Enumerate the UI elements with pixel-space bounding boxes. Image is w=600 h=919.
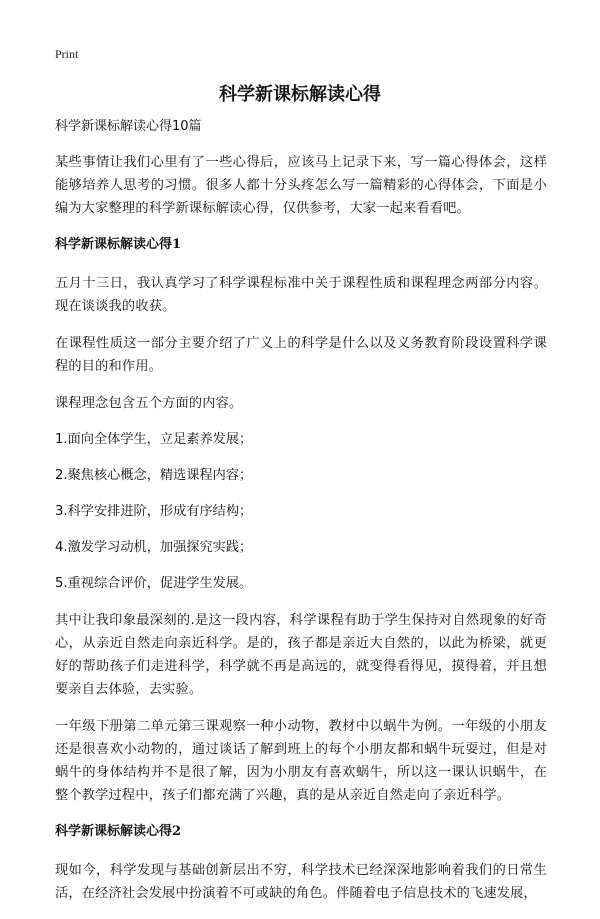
document-subtitle: 科学新课标解读心得10篇 <box>55 119 202 134</box>
section-heading: 科学新课标解读心得2 <box>55 824 182 839</box>
paragraph: 现如今，科学发现与基础创新层出不穷，科学技术已经深深地影响着我们的日常生活，在经济社会发展中扮演着不可或缺的角色。伴随着电子信息技术的飞速发展， <box>55 863 547 901</box>
page-title: 科学新课标解读心得 <box>219 84 381 105</box>
paragraph: 其中让我印象最深刻的.是这一段内容，科学课程有助于学生保持对自然现象的好奇心，从亲近自然走向亲近科学。是的，孩子都是亲近大自然的，以此为桥梁，就更好的帮助孩子们走进科学，科学就不再是高远的，就变得看得见，摸得着，并且想要亲自去体验，去实验。 <box>55 613 547 697</box>
list-item: 4.激发学习动机，加强探究实践； <box>55 540 253 555</box>
paragraph: 五月十三日，我认真学习了科学课程标准中关于课程性质和课程理念两部分内容。现在谈谈我的收获。 <box>55 276 547 314</box>
list-item: 2.聚焦核心概念，精选课程内容； <box>55 468 253 483</box>
list-item: 3.科学安排进阶，形成有序结构； <box>55 504 253 519</box>
intro-paragraph: 某些事情让我们心里有了一些心得后，应该马上记录下来，写一篇心得体会，这样能够培养人思考的习惯。很多人都十分头疼怎么写一篇精彩的心得体会，下面是小编为大家整理的科学新课标解读心得，仅供参考，大家一起来看看吧。 <box>55 155 547 216</box>
paragraph: 在课程性质这一部分主要介绍了广义上的科学是什么以及义务教育阶段设置科学课程的目的和作用。 <box>55 336 547 374</box>
section-heading: 科学新课标解读心得1 <box>55 237 182 252</box>
paragraph: 课程理念包含五个方面的内容。 <box>55 396 243 411</box>
list-item: 1.面向全体学生，立足素养发展； <box>55 432 253 447</box>
document-body <box>55 117 547 919</box>
paragraph: 一年级下册第二单元第三课观察一种小动物，教材中以蜗牛为例。一年级的小朋友还是很喜欢小动物的，通过谈话了解到班上的每个小朋友都和蜗牛玩耍过，但是对蜗牛的身体结构并不是很了解，因为小朋友有喜欢蜗牛，所以这一课认识蜗牛，在整个教学过程中，孩子们都充满了兴趣，真的是从亲近自然走向了亲近科学。 <box>55 719 547 803</box>
list-item: 5.重视综合评价，促进学生发展。 <box>55 576 253 591</box>
print-label: Print <box>55 47 79 61</box>
